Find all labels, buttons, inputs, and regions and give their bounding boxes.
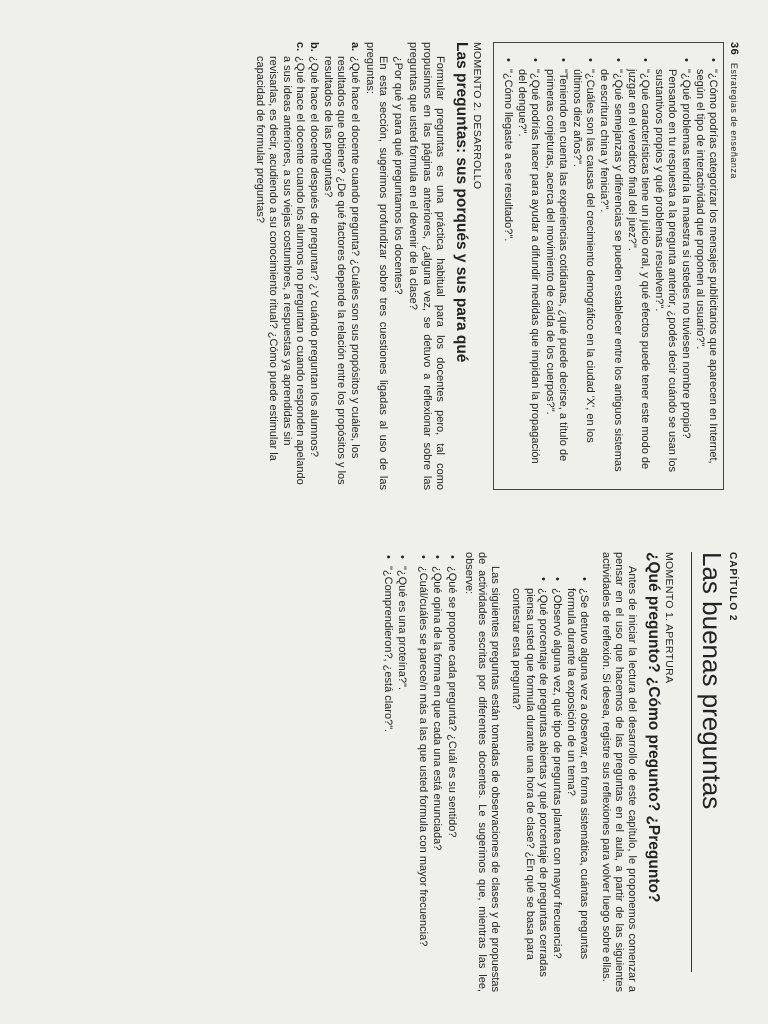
moment-label: MOMENTO 1. APERTURA xyxy=(663,552,675,684)
running-header xyxy=(728,42,740,490)
page-chapter xyxy=(0,518,768,1018)
list-item: • "¿Cuáles son las causas del crecimiento demográfico en la ciudad 'X', en los últimos diez años?". xyxy=(570,69,596,479)
questions-box xyxy=(493,42,724,490)
list-item: • "¿Cómo podrías categorizar los mensajes publicitarios que aparecen en Internet, según el tipo de interactividad que proponen al usuario?". xyxy=(693,69,719,479)
list-item: • "¿Cómo llegaste a ese resultado?". xyxy=(501,69,514,479)
example-questions-list xyxy=(381,552,408,992)
page-number: 36 xyxy=(728,42,740,56)
paragraph: ¿Por qué y para qué preguntamos los docentes? xyxy=(392,56,405,295)
list-item: • "¿Qué características tiene un juicio oral, y qué efectos puede tener este modo de juzgar en el veredicto final del juez?". xyxy=(625,69,651,479)
list-item: • "¿Qué es una proteína?". xyxy=(395,566,408,992)
list-item: • "¿Qué problemas tendría la maestra si ustedes no tuviesen nombre propio? Pensando en tu respuesta a la pregunta anterior, ¿podés decir cuándo se usan los sustantivos propios y qué problemas resuelven?". xyxy=(652,69,692,479)
running-head-title: Estrategias de enseñanza xyxy=(729,62,739,179)
list-item: • ¿Qué opina de la forma en que cada una está enunciada? xyxy=(430,566,443,992)
list-item: • ¿Qué porcentaje de preguntas abiertas y qué porcentaje de preguntas cerradas piensa usted que formula durante una hora de clase? ¿En qué se basa para contestar esta pregunta? xyxy=(509,588,549,992)
paragraph: Formular preguntas es una práctica habitual para los docentes pero, tal como propusimos en las páginas anteriores, ¿alguna vez, se detuvo a reflexionar sobre las preguntas que usted formula en el devenir de la clase? xyxy=(407,42,446,490)
list-item: • ¿Se detuvo alguna vez a observar, en forma sistemática, cuántas preguntas formula durante la exposición de un tema? xyxy=(564,588,590,992)
paragraph: Las siguientes preguntas están tomadas de observaciones de clases y de propuestas de actividades escritas por diferentes docentes. Le sugerimos que, mientras las lee, observe: xyxy=(462,552,502,992)
list-item: • "¿Qué podrías hacer para ayudar a difundir medidas que impidan la propagación del dengue?". xyxy=(515,69,541,479)
list-item: • ¿Observó alguna vez, qué tipo de preguntas plantea con mayor frecuencia? xyxy=(550,588,563,992)
observe-list xyxy=(416,552,458,992)
list-item: a. ¿Qué hace el docente cuando pregunta? ¿Cuáles son sus propósitos y cuáles, los resultados que obtiene? ¿De qué factores depende la relación entre los propósitos y los resultados de las preguntas? xyxy=(321,42,361,490)
list-item: b. ¿Qué hace el docente después de preguntar? ¿Y cuándo preguntan los alumnos? xyxy=(307,42,320,490)
chapter-label: CAPÍTULO 2 xyxy=(727,552,738,622)
lettered-list xyxy=(253,42,361,490)
moment-label: MOMENTO 2. DESARROLLO xyxy=(470,42,483,190)
list-item: • "Teniendo en cuenta las experiencias cotidianas, ¿qué puede decirse, a título de primeras conjeturas, acerca del movimiento de caída de los cuerpos?". xyxy=(542,69,568,479)
list-item: c. ¿Qué hace el docente cuando los alumnos no preguntan o cuando responden apelando a sus ideas anteriores, a sus viejas costumbres, a respuestas ya aprendidas sin revisarlas, es decir, acudiendo a su conocimiento ritual? ¿Cómo puede estimular la capacidad de formular preguntas? xyxy=(253,42,306,490)
section-heading: Las preguntas: sus porqués y sus para qué xyxy=(452,42,470,363)
list-item: • ¿Qué se propone cada pregunta? ¿Cuál es su sentido? xyxy=(444,566,457,992)
reflection-list xyxy=(509,574,590,992)
list-item: • "¿Comprendieron?, ¿está claro?". xyxy=(381,566,394,992)
list-item: • ¿Cuál/cuáles se parece/n más a las que usted formula con mayor frecuencia? xyxy=(416,566,429,992)
paragraph: Antes de iniciar la lectura del desarrollo de este capítulo, le proponemos comenzar a pensar en el uso que hacemos de las preguntas en el aula, a partir de las siguientes actividades de reflexión. Si desea, registre sus reflexiones para volver luego sobre ellas. xyxy=(599,552,638,992)
chapter-title: Las buenas preguntas xyxy=(691,552,727,972)
section-heading: ¿Qué pregunto? ¿Cómo pregunto? ¿Pregunto? xyxy=(645,552,662,903)
list-item: • "¿Qué semejanzas y diferencias se pueden establecer entre los antiguos sistemas de escritura china y fenicia?". xyxy=(597,69,623,479)
paragraph: En esta sección, sugerimos profundizar sobre tres cuestiones ligadas al uso de las preguntas: xyxy=(363,42,389,490)
page-36 xyxy=(0,8,768,508)
